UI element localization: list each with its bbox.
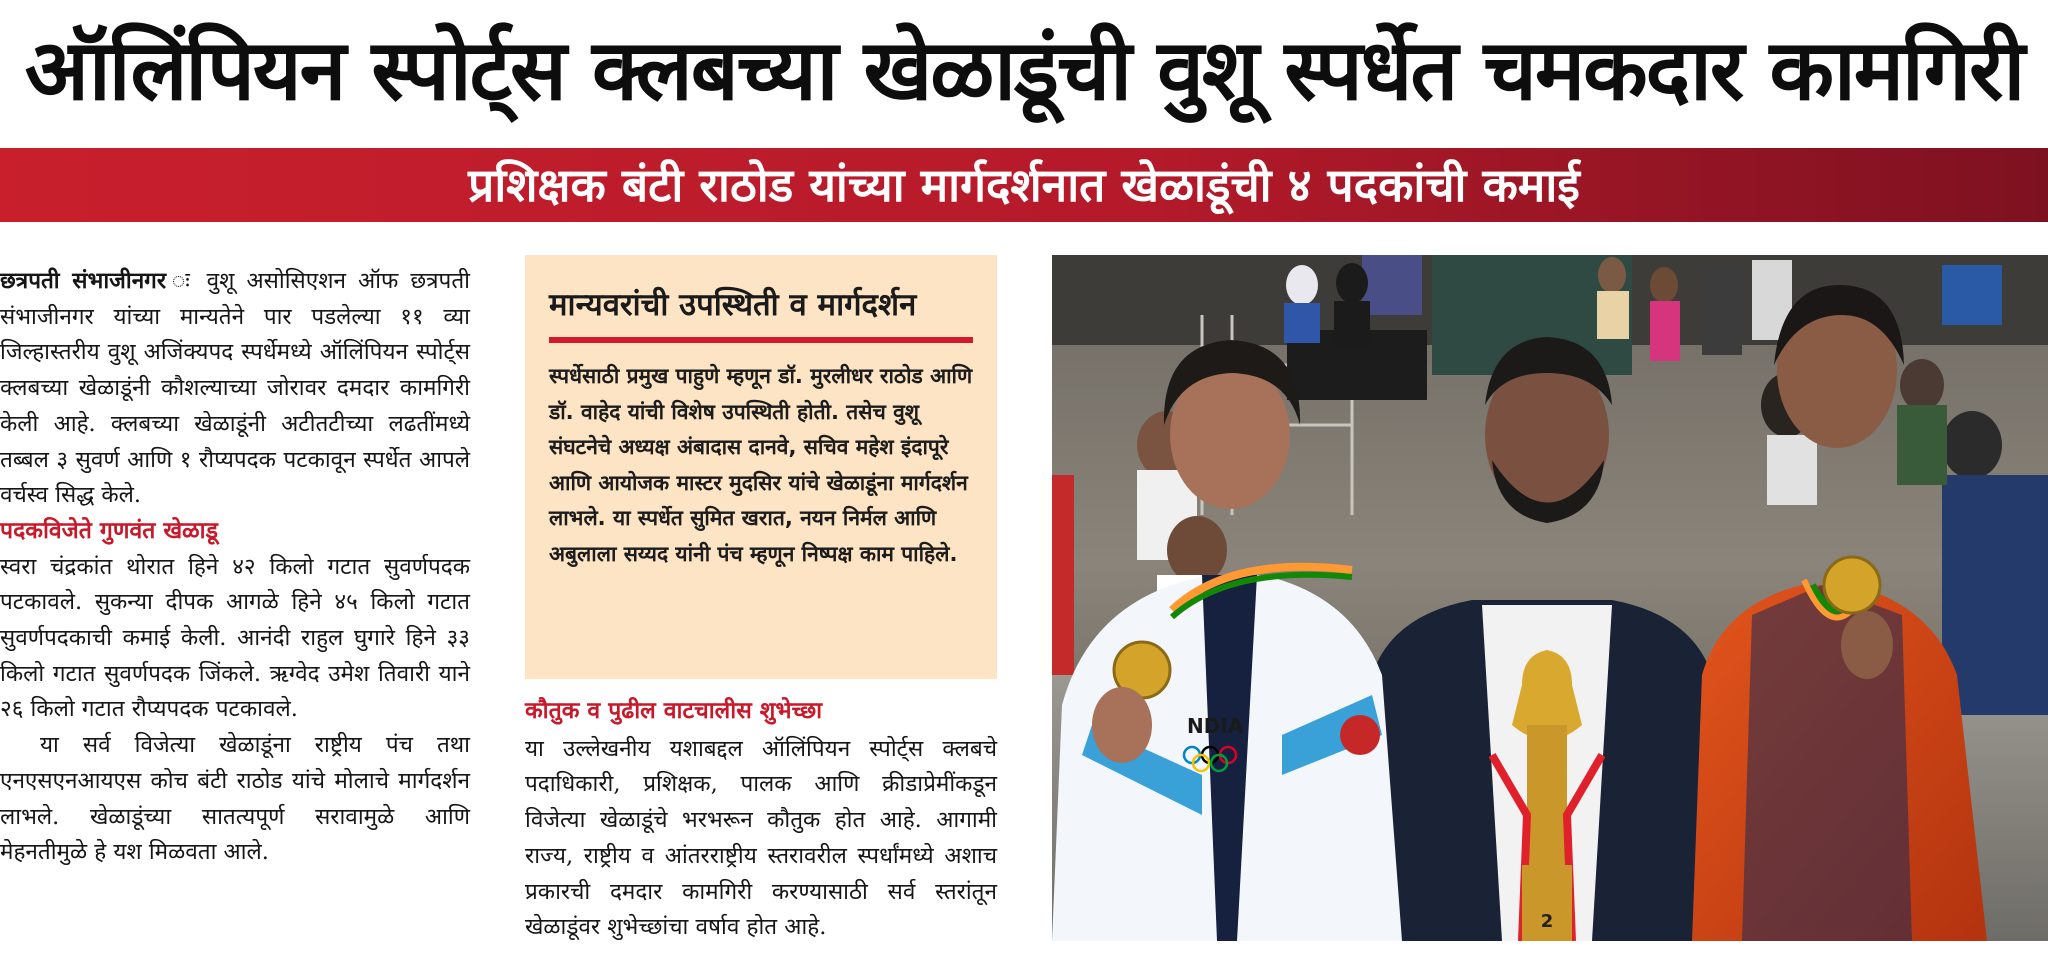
dateline-separator: ः xyxy=(166,268,207,294)
medal-winners-paragraph: स्वरा चंद्रकांत थोरात हिने ४२ किलो गटात सुवर्णपदक पटकावले. सुकन्या दीपक आगळे हिने ४५ किलो गटात सुवर्णपदकाची कमाई केली. आनंदी राहुल घुगारे हिने ३३ किलो गटात सुवर्णपदक जिंकले. ऋग्वेद उमेश तिवारी याने २६ किलो गटात रौप्यपदक पटकावले. xyxy=(0,553,470,723)
box-title-rule xyxy=(549,337,973,343)
photo-illustration xyxy=(1052,255,2048,941)
medal-winners-kicker: पदकविजेते गुणवंत खेळाडू xyxy=(0,517,218,544)
subheadline-bar xyxy=(0,148,2048,222)
trophy-plate-label: 2 xyxy=(1540,911,1554,932)
box-text: स्पर्धेसाठी प्रमुख पाहुणे म्हणून डॉ. मुरलीधर राठोड आणि डॉ. वाहेद यांची विशेष उपस्थिती होती. तसेच वुशू संघटनेचे अध्यक्ष अंबादास दानवे, सचिव महेश इंदापूरे आणि आयोजक मास्टर मुदसिर यांचे खेळाडूंना मार्गदर्शन लाभले. या स्पर्धेत सुमित खरात, नयन निर्मल आणि अबुलाला सय्यद यांनी पंच म्हणून निष्पक्ष काम पाहिले. xyxy=(549,364,973,566)
banner-blue xyxy=(1362,255,1422,315)
article-column-2 xyxy=(525,694,997,946)
congrats-paragraph: या उल्लेखनीय यशाबद्दल ऑलिंपियन स्पोर्ट्स क्लबचे पदाधिकारी, प्रशिक्षक, पालक आणि क्रीडाप्रेमींकडून विजेत्या खेळाडूंचे भरभरून कौतुक होत आहे. आगामी राज्य, राष्ट्रीय व आंतरराष्ट्रीय स्तरावरील स्पर्धांमध्ये अशाच प्रकारची दमदार कामगिरी करण्यासाठी सर्व स्तरांतून खेळाडूंवर शुभेच्छांचा वर्षाव होत आहे. xyxy=(525,735,997,941)
lead-paragraph xyxy=(0,264,470,514)
congrats-kicker: कौतुक व पुढील वाटचालीस शुभेच्छा xyxy=(525,698,823,724)
box-title: मान्यवरांची उपस्थिती व मार्गदर्शन xyxy=(549,287,917,323)
lead-text: वुशू असोसिएशन ऑफ छत्रपती संभाजीनगर यांच्या मान्यतेने पार पडलेल्या ११ व्या जिल्हास्तरीय वुशू अजिंक्यपद स्पर्धेमध्ये ऑलिंपियन स्पोर्ट्स क्लबच्या खेळाडूंनी कौशल्याच्या जोरावर दमदार कामगिरी केली आहे. क्लबच्या खेळाडूंनी अटीतटीच्या लढतींमध्ये तब्बल ३ सुवर्ण आणि १ रौप्यपदक पटकावून स्पर्धेत आपले वर्चस्व सिद्ध केले. xyxy=(0,268,470,509)
club-logo-icon xyxy=(1340,715,1380,755)
headline: ऑलिंपियन स्पोर्ट्स क्लबच्या खेळाडूंची वुशू स्पर्धेत चमकदार कामगिरी xyxy=(24,21,2024,119)
jacket-text: NDIA xyxy=(1187,714,1244,738)
dignitaries-box xyxy=(525,255,997,679)
dateline: छत्रपती संभाजीनगर xyxy=(0,268,167,294)
news-photo xyxy=(1052,255,2048,941)
article-column-1 xyxy=(0,264,470,871)
coach-paragraph: या सर्व विजेत्या खेळाडूंना राष्ट्रीय पंच तथा एनएसएनआयएस कोच बंटी राठोड यांचे मोलाचे मार्गदर्शन लाभले. खेळाडूंच्या सातत्यपूर्ण सरावामुळे आणि मेहनतीमुळे हे यश मिळवता आले. xyxy=(0,732,470,866)
gold-medal-right xyxy=(1824,557,1880,613)
subheadline: प्रशिक्षक बंटी राठोड यांच्या मार्गदर्शनात खेळाडूंची ४ पदकांची कमाई xyxy=(468,158,1580,212)
